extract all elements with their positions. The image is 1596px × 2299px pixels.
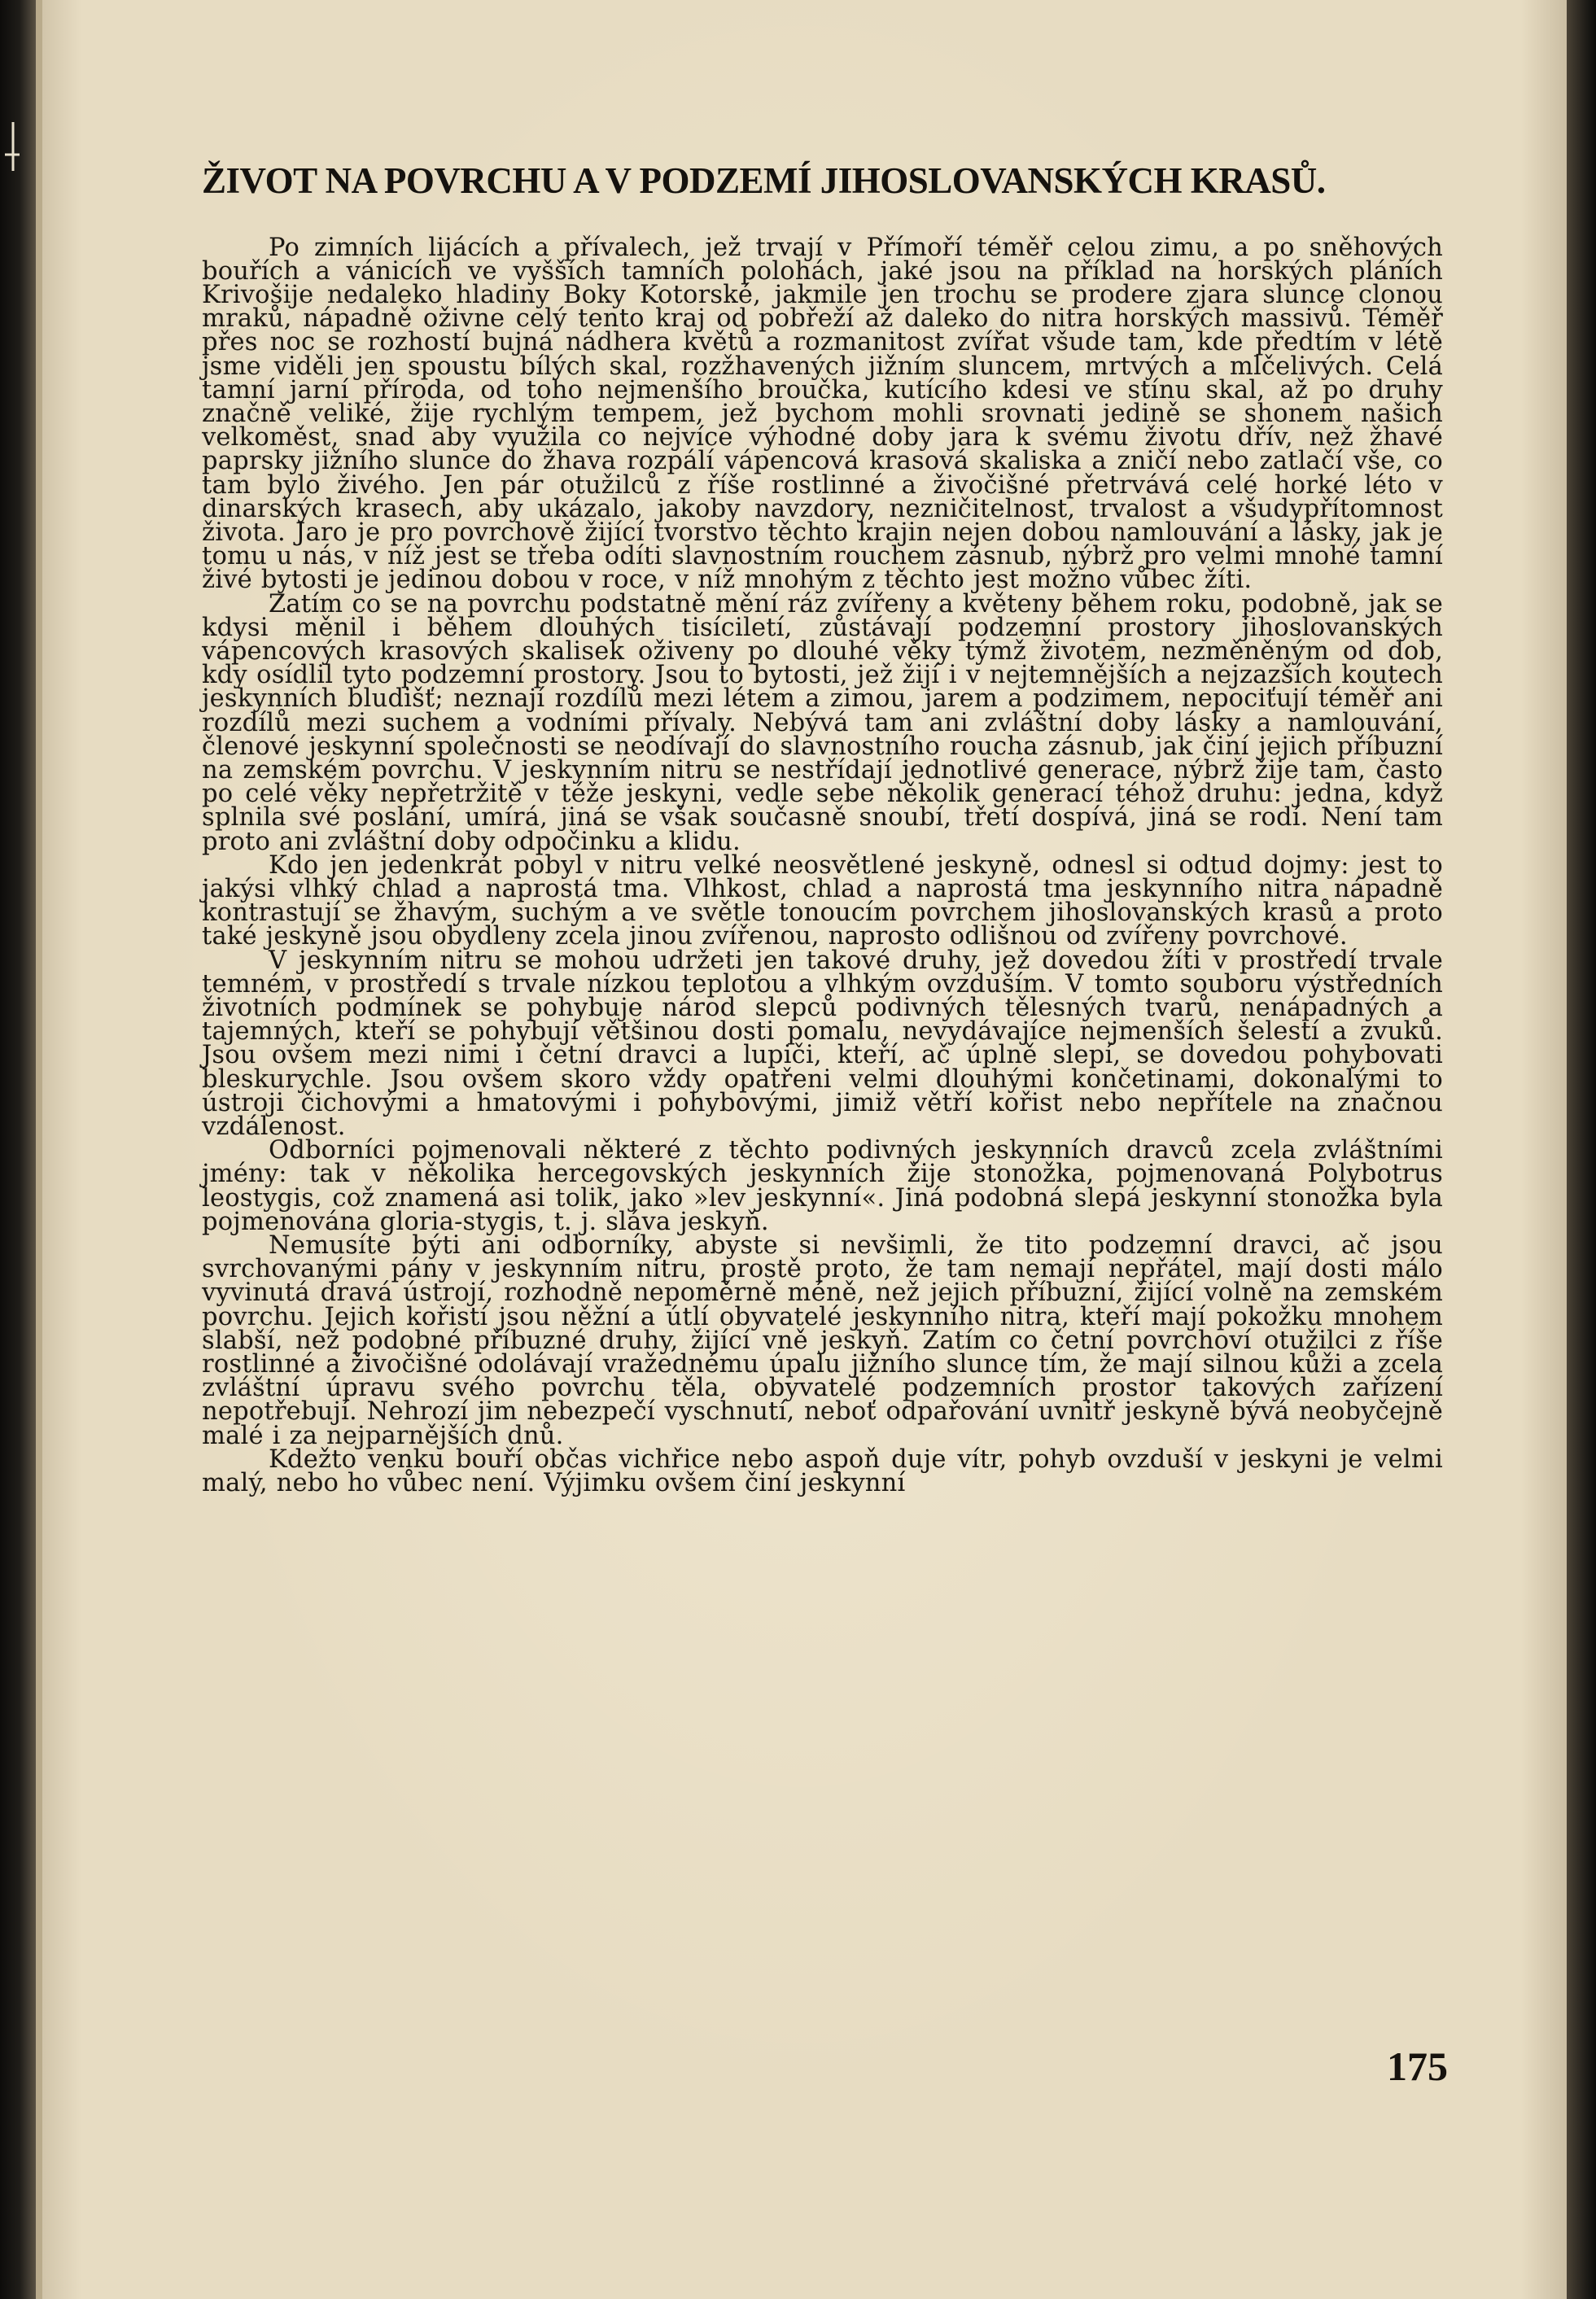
page-edge — [36, 0, 42, 2299]
document-page — [36, 0, 1567, 2299]
page-number: 175 — [1387, 2043, 1448, 2089]
article — [202, 160, 1443, 1498]
paragraph-4: V jeskynním nitru se mohou udržeti jen takové druhy, jež dovedou žíti v prostředí trvale temném, v prostředí s trvale nízkou teplotou a vlhkým ovzduším. V tomto souboru výstředních životních podmínek se pohybuje národ slepců podivných tělesných tvarů, nenápadných a tajemných, kteří se pohybují většinou dosti pomalu, nevydávajíce nejmenších šelestí a zvuků. Jsou ovšem mezi nimi i četní dravci a lupiči, kteří, ač úplně slepí, se dovedou pohybovati bleskurychle. Jsou ovšem skoro vždy opatřeni velmi dlouhými končetinami, dokonalými to ústroji čichovými a hmatovými i pohybovými, jimiž větří kořist nebo nepřítele na značnou vzdálenost. — [202, 946, 1443, 1142]
scan-left-margin — [0, 0, 36, 2299]
paragraph-6: Nemusíte býti ani odborníky, abyste si nevšimli, že tito podzemní dravci, ač jsou svrchovanými pány v jeskynním nitru, prostě proto, že tam nemají nepřátel, mají dosti málo vyvinutá dravá ústrojí, rozhodně nepoměrně méně, než jejich příbuzní, žijící volně na zemském povrchu. Jejich kořistí jsou něžní a útlí obyvatelé jeskynního nitra, kteří mají pokožku mnohem slabší, než podobné příbuzné druhy, žijící vně jeskyň. Zatím co četní povrchoví otužilci z říše rostlinné a živočišné odolávají vražednému úpalu jižního slunce tím, že mají silnou kůži a zcela zvláštní úpravu svého povrchu těla, obyvatelé podzemních prostor takových zařízení nepotřebují. Nehrozí jim nebezpečí vyschnutí, neboť odpařování uvnitř jeskyně bývá neobyčejně malé i za nejparnějších dnů. — [202, 1231, 1443, 1450]
binding-mark-icon — [2, 122, 20, 171]
paragraph-7: Kdežto venku bouří občas vichřice nebo aspoň duje vítr, pohyb ovzduší v jeskyni je velmi malý, nebo ho vůbec není. Výjimku ovšem činí jeskynní — [202, 1445, 1443, 1498]
scan-right-margin — [1567, 0, 1596, 2299]
paragraph-1: Po zimních lijácích a přívalech, jež trvají v Přímoří téměř celou zimu, a po sněhových bouřích a vánicích ve vyšších tamních polohách, jaké jsou na příklad na horských pláních Krivošije nedaleko hladiny Boky Kotorské, jakmile jen trochu se prodere zjara slunce clonou mraků, nápadně oživne celý tento kraj od pobřeží až daleko do nitra horských massivů. Téměř přes noc se rozhostí bujná nádhera květů a rozmanitost zvířat všude tam, kde předtím v létě jsme viděli jen spoustu bílých skal, rozžhavených jižním sluncem, mrtvých a mlčelivých. Celá tamní jarní příroda, od toho nejmenšího broučka, kutícího kdesi ve stínu skal, až po druhy značně veliké, žije rychlým tempem, jež bychom mohli srovnati jedině se shonem našich velkoměst, snad aby využila co nejvíce výhodné doby jara k svému životu dřív, než žhavé paprsky jižního slunce do žhava rozpálí vápencová krasová skaliska a zničí nebo zatlačí vše, co tam bylo živého. Jen pár otužilců z říše rostlinné a živočišné přetrvává celé horké léto v dinarských krasech, aby ukázalo, jakoby navzdory, nezničitelnost, trvalost a všudypřítomnost života. Jaro je pro povrchově žijící tvorstvo těchto krajin nejen dobou namlouvání a lásky, jak je tomu u nás, v níž jest se třeba odíti slavnostním rouchem zásnub, nýbrž pro velmi mnohé tamní živé bytosti je jedinou dobou v roce, v níž mnohým z těchto jest možno vůbec žíti. — [202, 233, 1443, 595]
paragraph-5: Odborníci pojmenovali některé z těchto podivných jeskynních dravců zcela zvláštními jmény: tak v několika hercegovských jeskynních žije stonožka, pojmenovaná Polybotrus leostygis, což znamená asi tolik, jako »lev jeskynní«. Jiná podobná slepá jeskynní stonožka byla pojmenována gloria-stygis, t. j. sláva jeskyň. — [202, 1136, 1443, 1236]
paragraph-2: Zatím co se na povrchu podstatně mění ráz zvířeny a květeny během roku, podobně, jak se kdysi měnil i během dlouhých tisíciletí, zůstávají podzemní prostory jihoslovanských vápencových krasových skalisek oživeny po dlouhé věky týmž životem, nezměněným od dob, kdy osídlil tyto podzemní prostory. Jsou to bytosti, jež žijí i v nejtemnějších a nejzazších koutech jeskynních bludišť; neznají rozdílů mezi létem a zimou, jarem a podzimem, nepociťují téměř ani rozdílů mezi suchem a vodními přívaly. Nebývá tam ani zvláštní doby lásky a namlouvání, členové jeskynní společnosti se neodívají do slavnostního roucha zásnub, jak činí jejich příbuzní na zemském povrchu. V jeskynním nitru se nestřídají jednotlivé generace, nýbrž žije tam, často po celé věky nepřetržitě v téže jeskyni, vedle sebe několik generací téhož druhu: jedna, když splnila své poslání, umírá, jiná se však současně snoubí, třetí dospívá, jiná se rodí. Není tam proto ani zvláštní doby odpočinku a klidu. — [202, 589, 1443, 856]
article-title: ŽIVOT NA POVRCHU A V PODZEMÍ JIHOSLOVANSKÝCH KRASŮ. — [202, 160, 1326, 201]
paragraph-3: Kdo jen jedenkrát pobyl v nitru velké neosvětlené jeskyně, odnesl si odtud dojmy: jest to jakýsi vlhký chlad a naprostá tma. Vlhkost, chlad a naprostá tma jeskynního nitra nápadně kontrastují se žhavým, suchým a ve světle tonoucím povrchem jihoslovanských krasů a proto také jeskyně jsou obydleny zcela jinou zvířenou, naprosto odlišnou od zvířeny povrchové. — [202, 850, 1443, 951]
